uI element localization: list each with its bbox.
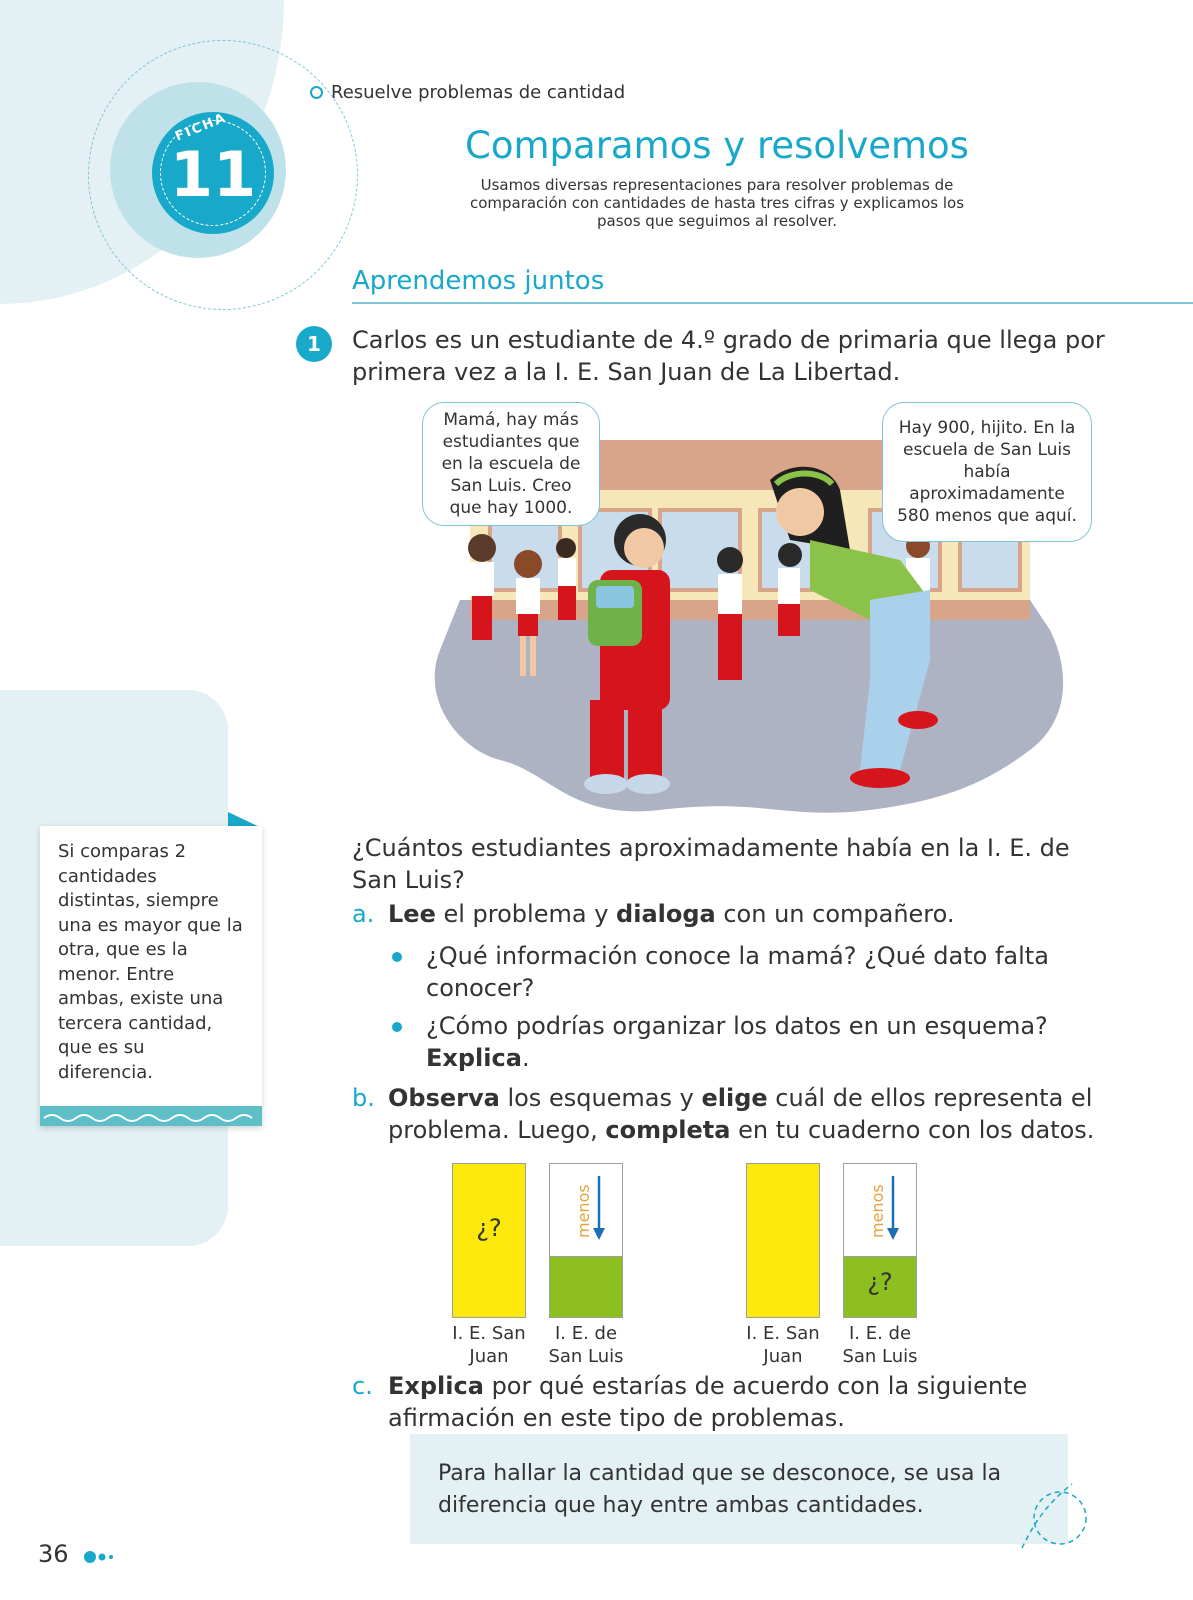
bullet-icon — [392, 1022, 402, 1032]
item-a-bullet-2-verb: Explica — [426, 1044, 522, 1072]
item-c-line2: afirmación en este tipo de problemas. — [388, 1404, 845, 1432]
dashed-circle-decoration — [1012, 1478, 1092, 1558]
tip-note — [40, 826, 262, 1126]
label-san-juan-line1: I. E. San — [452, 1323, 526, 1344]
label-san-luis-line2: San Luis — [842, 1346, 918, 1367]
menos-label: menos — [574, 1184, 593, 1238]
ficha-label: FICHA — [173, 110, 230, 145]
item-a-mid: el problema y — [435, 900, 617, 928]
item-b-line2-start: problema. Luego, — [388, 1116, 606, 1144]
item-b-verb3: completa — [605, 1116, 731, 1144]
ficha-badge — [152, 112, 274, 234]
item-a-bullet-1 — [392, 940, 1092, 1004]
label-san-juan-line2: Juan — [763, 1346, 803, 1367]
section-title: Aprendemos juntos — [352, 266, 605, 296]
arrow-down-icon — [592, 1176, 606, 1242]
wave-border-decoration — [40, 1106, 262, 1126]
item-b-verb1: Observa — [388, 1084, 500, 1112]
item-b-letter: b. — [352, 1084, 375, 1112]
item-b-line2-end: en tu cuaderno con los datos. — [730, 1116, 1095, 1144]
item-a-bullet-2-text — [426, 1010, 1092, 1074]
speech-bubble-mother — [882, 402, 1092, 542]
speech-bubble-child — [422, 402, 600, 526]
bubble-mother-text: Hay 900, hijito. En la escuela de San Luis había aproximadamente 580 menos que aquí. — [897, 418, 1077, 526]
item-a-verb1: Lee — [388, 900, 436, 928]
menos-label: menos — [868, 1184, 887, 1238]
item-a-bullet-1-text: ¿Qué información conoce la mamá? ¿Qué dato falta conocer? — [426, 942, 1049, 1002]
tip-note-text: Si comparas 2 cantidades distintas, siempre una es mayor que la otra, que es la menor. Entre ambas, existe una tercera cantidad, que es su diferencia. — [58, 841, 243, 1083]
label-san-juan-line2: Juan — [469, 1346, 509, 1367]
label-san-luis-line1: I. E. de — [554, 1323, 618, 1344]
ficha-number: 11 — [169, 138, 257, 211]
label-san-luis-line2: San Luis — [548, 1346, 624, 1367]
statement-box — [410, 1434, 1068, 1544]
question-mark-san-juan: ¿? — [476, 1214, 502, 1242]
label-san-luis — [820, 1322, 940, 1368]
item-c-letter: c. — [352, 1372, 373, 1400]
item-a-bullet-2-main: ¿Cómo podrías organizar los datos en un esquema? — [426, 1012, 1048, 1040]
item-a-letter: a. — [352, 900, 375, 928]
bullet-icon — [392, 952, 402, 962]
item-a — [352, 898, 1152, 930]
problem-number: 1 — [296, 326, 332, 362]
item-b-mid2: cuál de ellos representa el — [767, 1084, 1093, 1112]
label-san-luis — [526, 1322, 646, 1368]
arrow-down-icon — [886, 1176, 900, 1242]
item-c — [352, 1370, 1152, 1402]
item-c-verb1: Explica — [388, 1372, 484, 1400]
item-a-verb2: dialoga — [616, 900, 716, 928]
bar-san-luis-filled — [549, 1256, 623, 1318]
item-a-end: con un compañero. — [715, 900, 955, 928]
page-number: 36 — [38, 1540, 69, 1568]
item-a-bullet-2-end: . — [521, 1044, 530, 1072]
label-san-juan-line1: I. E. San — [746, 1323, 820, 1344]
circle-bullet-icon — [310, 86, 323, 99]
item-c-mid: por qué estarías de acuerdo con la siguiente — [483, 1372, 1028, 1400]
page-dots-icon — [84, 1550, 118, 1564]
item-b-verb2: elige — [701, 1084, 768, 1112]
page-title: Comparamos y resolvemos — [465, 124, 969, 167]
competency-line — [310, 82, 625, 103]
item-b-mid1: los esquemas y — [499, 1084, 702, 1112]
label-san-luis-line1: I. E. de — [848, 1323, 912, 1344]
section-divider — [352, 302, 1193, 304]
item-a-bullet-2 — [392, 1010, 1092, 1074]
bar-san-juan — [746, 1163, 820, 1318]
statement-text: Para hallar la cantidad que se desconoce, se usa la diferencia que hay entre ambas cantidades. — [438, 1461, 1002, 1518]
item-b-line2 — [388, 1114, 1188, 1146]
item-b — [352, 1082, 1152, 1114]
question-mark-san-luis: ¿? — [867, 1268, 893, 1296]
page-subtitle: Usamos diversas representaciones para resolver problemas de comparación con cantidades de hasta tres cifras y explicamos los pasos que seguimos al resolver. — [469, 176, 965, 230]
competency-text: Resuelve problemas de cantidad — [331, 82, 626, 103]
main-question: ¿Cuántos estudiantes aproximadamente había en la I. E. de San Luis? — [352, 834, 1070, 894]
problem-intro: Carlos es un estudiante de 4.º grado de primaria que llega por primera vez a la I. E. San Juan de La Libertad. — [352, 326, 1105, 386]
bubble-child-text: Mamá, hay más estudiantes que en la escuela de San Luis. Creo que hay 1000. — [441, 410, 581, 518]
